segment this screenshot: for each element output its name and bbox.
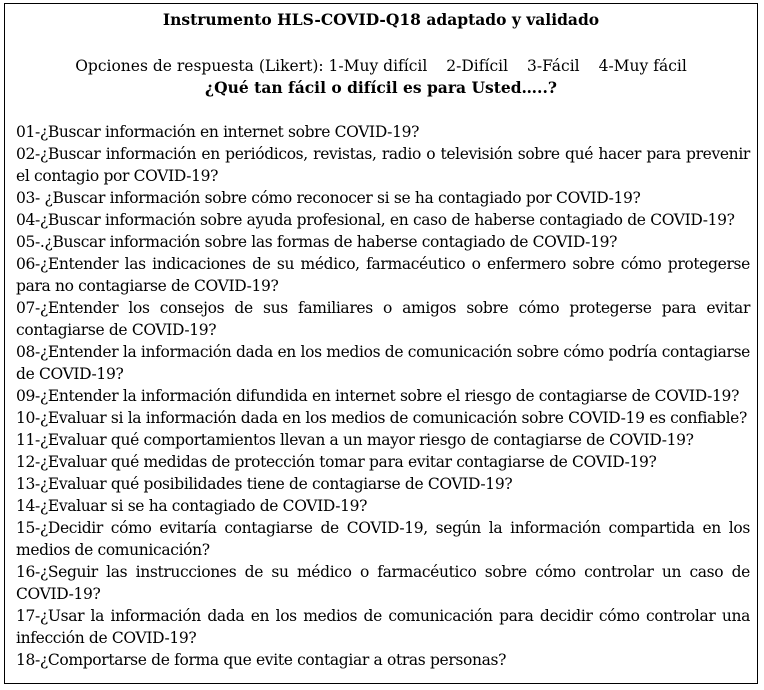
list-item: 15-¿Decidir cómo evitaría contagiarse de COVID-19, según la información compartida en los medios de comunicación? [16,519,750,559]
list-item: 04-¿Buscar información sobre ayuda profesional, en caso de haberse contagiado de COVID-19? [16,211,735,229]
list-item: 05-.¿Buscar información sobre las formas de haberse contagiado de COVID-19? [16,233,618,251]
instrument-box [4,3,758,684]
list-item: 13-¿Evaluar qué posibilidades tiene de contagiarse de COVID-19? [16,475,513,493]
likert-option: 3-Fácil [527,57,580,75]
list-item: 18-¿Comportarse de forma que evite contagiar a otras personas? [16,651,507,669]
question-header: ¿Qué tan fácil o difícil es para Usted…..? [205,78,557,97]
list-item: 07-¿Entender los consejos de sus familiares o amigos sobre cómo protegerse para evitar contagiarse de COVID-19? [16,299,750,339]
list-item: 17-¿Usar la información dada en los medios de comunicación para decidir cómo controlar una infección de COVID-19? [16,607,750,647]
list-item: 03- ¿Buscar información sobre cómo reconocer si se ha contagiado por COVID-19? [16,189,641,207]
list-item: 14-¿Evaluar si se ha contagiado de COVID-19? [16,497,368,515]
list-item: 01-¿Buscar información en internet sobre COVID-19? [16,123,420,141]
list-item: 11-¿Evaluar qué comportamientos llevan a un mayor riesgo de contagiarse de COVID-19? [16,431,694,449]
likert-prefix: Opciones de respuesta (Likert): 1-Muy difícil [75,57,428,75]
likert-options [5,55,757,77]
list-item: 02-¿Buscar información en periódicos, revistas, radio o televisión sobre qué hacer para prevenir el contagio por COVID-19? [16,145,750,185]
likert-option: 2-Difícil [446,57,509,75]
document-title: Instrumento HLS-COVID-Q18 adaptado y validado [162,10,600,29]
list-item: 16-¿Seguir las instrucciones de su médico o farmacéutico sobre cómo controlar un caso de COVID-19? [16,563,750,603]
list-item: 09-¿Entender la información difundida en internet sobre el riesgo de contagiarse de COVID-19? [16,387,740,405]
list-item: 06-¿Entender las indicaciones de su médico, farmacéutico o enfermero sobre cómo protegerse para no contagiarse de COVID-19? [16,255,750,295]
list-item: 10-¿Evaluar si la información dada en los medios de comunicación sobre COVID-19 es confiable? [16,409,747,427]
item-list [16,121,750,671]
likert-option: 4-Muy fácil [598,57,687,75]
list-item: 12-¿Evaluar qué medidas de protección tomar para evitar contagiarse de COVID-19? [16,453,657,471]
list-item: 08-¿Entender la información dada en los medios de comunicación sobre cómo podría contagiarse de COVID-19? [16,343,750,383]
